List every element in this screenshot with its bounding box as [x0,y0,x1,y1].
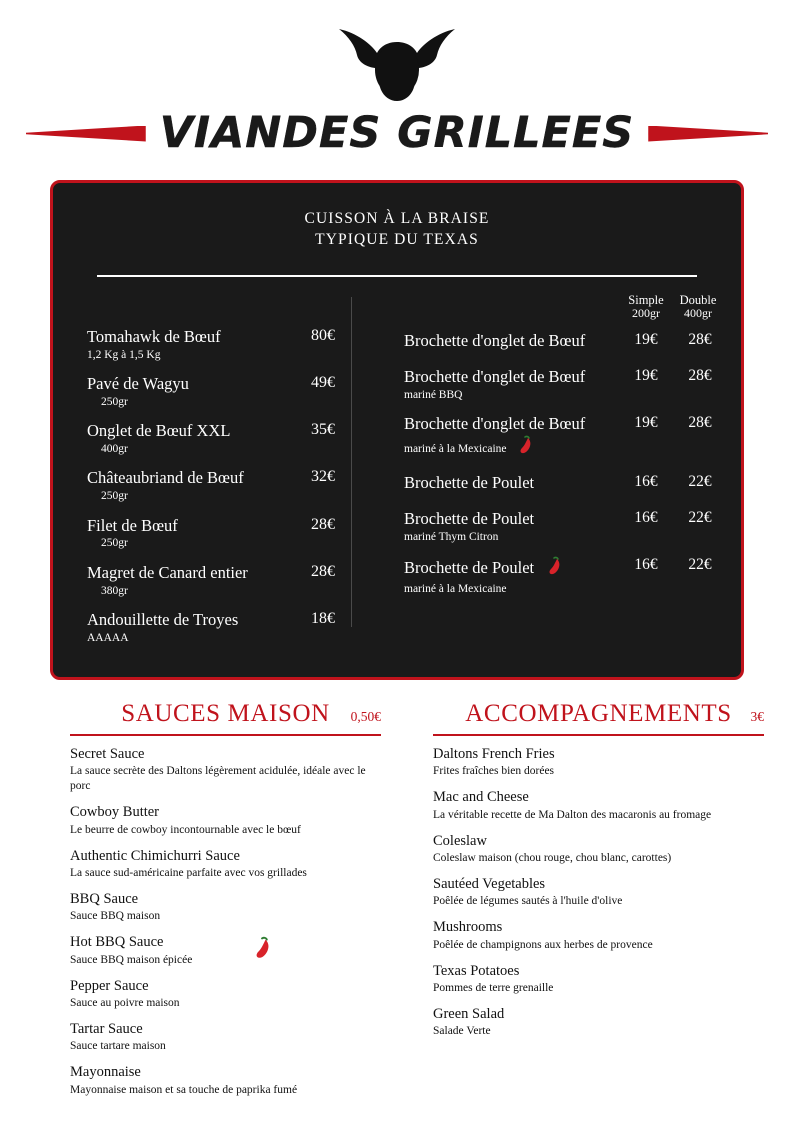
item-desc: 250gr [101,395,128,408]
menu-item [87,516,351,551]
portion-label-simple: Simple [628,292,664,307]
item-desc: 250gr [101,537,128,550]
panel-subtitle [53,183,741,251]
item-desc-text: mariné à la Mexicaine [404,442,507,455]
item-name: Châteaubriand de Bœuf [87,468,244,488]
item-desc: 250gr [101,490,128,503]
entry-desc: Coleslaw maison (chou rouge, chou blanc, carottes) [433,852,672,865]
sauces-price: 0,50€ [350,709,381,724]
entry-name: Texas Potatoes [433,962,520,979]
menu-item [87,374,351,409]
item-desc: 400gr [101,442,128,455]
list-item [433,746,764,779]
item-name: Brochette d'onglet de Bœuf [404,366,586,386]
list-item [70,891,381,924]
panel-subtitle-line2: TYPIQUE DU TEXAS [315,230,479,248]
entry-name: Cowboy Butter [70,804,160,821]
item-price: 35€ [311,421,335,439]
portion-weight-double: 400gr [684,306,712,321]
entry-name: Authentic Chimichurri Sauce [70,847,240,864]
entry-desc: La sauce secrète des Daltons légèrement acidulée, idéale avec le porc [70,765,366,793]
list-item [70,804,381,837]
menu-item [404,331,723,351]
list-item [70,934,381,967]
entry-name: Mushrooms [433,919,503,936]
list-item [70,848,381,881]
menu-item [404,473,723,493]
entry-desc: Sauce BBQ maison [70,910,161,923]
item-price-simple: 16€ [634,556,658,574]
entry-desc: Pommes de terre grenaille [433,982,554,995]
menu-item [404,414,723,459]
sauces-title: SAUCES MAISON [121,700,330,727]
list-item [70,1064,381,1097]
sauces-section [0,700,397,1098]
menu-header [0,0,794,178]
list-item [433,963,764,996]
item-price: 80€ [311,326,335,344]
item-price: 49€ [311,374,335,392]
item-name: Pavé de Wagyu [87,374,189,394]
item-price: 32€ [311,468,335,486]
accompagnements-price: 3€ [750,709,764,724]
item-name: Brochette de Poulet [404,508,535,528]
item-desc: AAAAA [87,631,129,644]
menu-item [404,556,723,596]
sauces-divider [70,734,381,736]
entry-desc: Sauce BBQ maison épicée [70,953,193,966]
entry-name: Green Salad [433,1005,505,1022]
meats-left-column [53,293,351,657]
item-price-double: 22€ [688,508,712,526]
portion-weight-simple: 200gr [632,306,660,321]
item-price-simple: 16€ [634,473,658,491]
bottom-sections [0,700,794,1098]
item-desc: mariné à la Mexicaine [404,582,507,595]
item-name [404,556,615,581]
entry-name: Secret Sauce [70,746,145,762]
entry-desc: Sauce tartare maison [70,1040,166,1053]
panel-subtitle-line1: CUISSON À LA BRAISE [304,210,490,227]
item-name: Magret de Canard entier [87,562,248,582]
item-desc: mariné Thym Citron [404,530,499,543]
entry-name: Tartar Sauce [70,1020,143,1037]
item-price-double: 28€ [688,331,712,349]
list-item [70,978,381,1011]
entry-desc: Le beurre de cowboy incontournable avec le bœuf [70,823,301,836]
chili-pepper-icon [517,435,533,459]
item-desc: 380gr [101,584,128,597]
item-name: Andouillette de Troyes [87,609,239,629]
menu-item [404,367,723,402]
list-item [433,1006,764,1039]
entry-name: Mayonnaise [70,1064,141,1081]
item-desc: mariné BBQ [404,388,463,401]
item-name: Brochette de Poulet [404,473,535,493]
item-price: 28€ [311,515,335,533]
item-price: 28€ [311,562,335,580]
accompagnements-title: ACCOMPAGNEMENTS [465,700,732,727]
entry-name: Hot BBQ Sauce [70,934,164,951]
item-name: Filet de Bœuf [87,515,178,535]
entry-desc: La sauce sud-américaine parfaite avec vos grillades [70,866,307,879]
item-name: Brochette d'onglet de Bœuf [404,413,586,433]
item-price-simple: 19€ [634,331,658,349]
list-item [70,746,381,794]
item-price: 18€ [311,609,335,627]
list-item [433,833,764,866]
menu-item [87,327,351,362]
entry-desc: Salade Verte [433,1025,491,1038]
item-price-simple: 19€ [634,413,658,431]
meats-right-column [352,293,741,657]
menu-item [87,610,351,645]
title-dash-left [26,126,146,142]
item-name: Brochette d'onglet de Bœuf [404,331,586,351]
entry-desc: Frites fraîches bien dorées [433,765,555,778]
accompagnements-section [397,700,794,1098]
item-name-text: Brochette de Poulet [404,558,535,578]
entry-desc: Sauce au poivre maison [70,996,180,1009]
list-item [433,876,764,909]
item-price-simple: 19€ [634,366,658,384]
item-price-double: 22€ [688,473,712,491]
portion-headers [404,293,721,321]
list-item [433,789,764,822]
page-title: VIANDES GRILLEES [159,108,635,158]
entry-name: Mac and Cheese [433,789,529,806]
portion-label-double: Double [679,292,717,307]
entry-desc: Poêlée de légumes sautés à l'huile d'olive [433,895,623,908]
grilled-meats-panel [50,180,744,680]
entry-name: Coleslaw [433,832,487,849]
item-desc: 1,2 Kg à 1,5 Kg [87,348,161,361]
chili-pepper-icon [546,556,562,581]
panel-divider [97,275,697,277]
item-desc [404,435,615,459]
item-price-double: 28€ [688,366,712,384]
menu-item [87,468,351,503]
title-dash-right [648,126,768,142]
item-name: Onglet de Bœuf XXL [87,421,231,441]
entry-name: BBQ Sauce [70,890,139,907]
entry-desc: Poêlée de champignons aux herbes de provence [433,938,653,951]
entry-desc: La véritable recette de Ma Dalton des macaronis au fromage [433,808,712,821]
accompagnements-divider [433,734,764,736]
chili-pepper-icon [252,936,272,965]
item-price-simple: 16€ [634,508,658,526]
item-price-double: 28€ [688,413,712,431]
menu-item [87,421,351,456]
list-item [70,1021,381,1054]
item-name: Tomahawk de Bœuf [87,326,221,346]
entry-name: Pepper Sauce [70,977,149,994]
item-price-double: 22€ [688,556,712,574]
list-item [433,919,764,952]
entry-name: Daltons French Fries [433,746,555,762]
menu-item [404,509,723,544]
entry-desc: Mayonnaise maison et sa touche de paprika fumé [70,1083,298,1096]
bull-head-icon [297,18,497,108]
menu-item [87,563,351,598]
entry-name: Sautéed Vegetables [433,875,546,892]
